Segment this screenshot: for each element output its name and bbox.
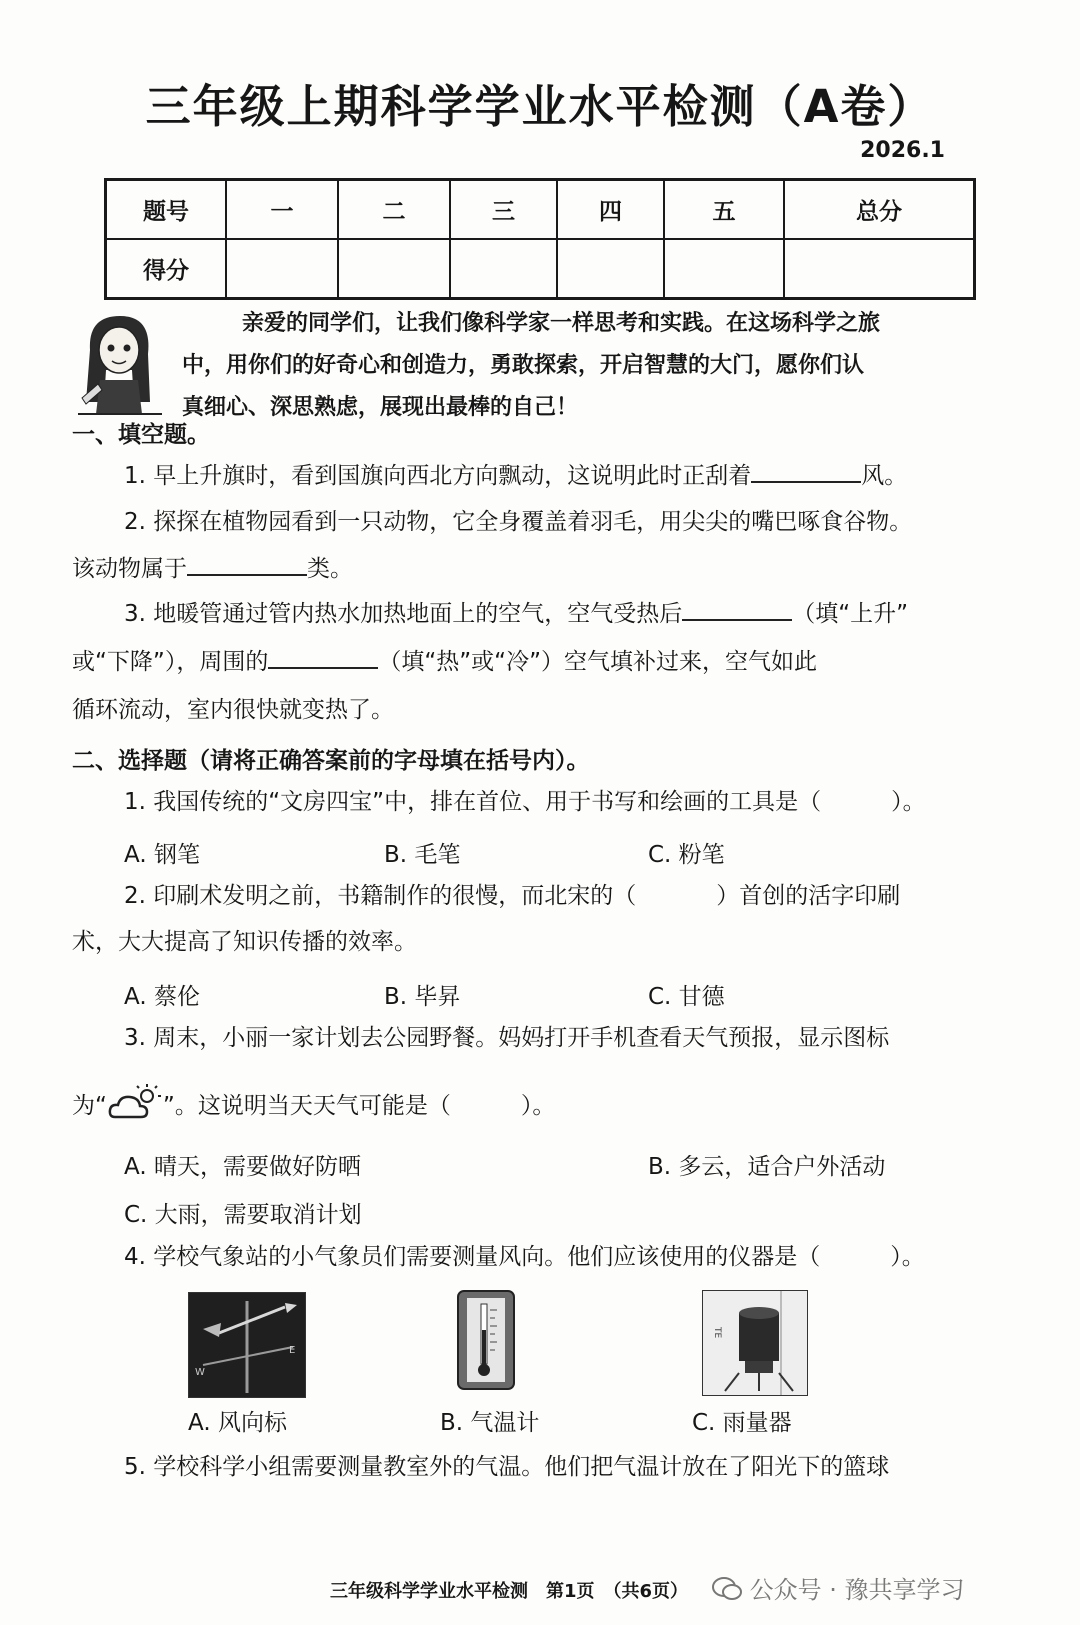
score-cell[interactable]: [450, 239, 557, 299]
intro-line: 真细心、深思熟虑，展现出最棒的自己！: [182, 394, 579, 420]
score-cell[interactable]: [338, 239, 450, 299]
thermometer-photo: [457, 1290, 515, 1390]
score-cell-total[interactable]: [784, 239, 975, 299]
section-heading-choice: 二、选择题（请将正确答案前的字母填在括号内）。: [72, 748, 590, 774]
question-2-1: 1. 我国传统的“文房四宝”中，排在首位、用于书写和绘画的工具是（ ）。: [124, 789, 926, 815]
score-header-1: 一: [226, 180, 338, 240]
score-header-2: 二: [338, 180, 450, 240]
answer-blank[interactable]: [268, 641, 378, 669]
option-c-rain-gauge[interactable]: C. 雨量器: [692, 1410, 792, 1436]
question-1-3-cont: 或“下降”），周围的 （填“热”或“冷”）空气填补过来，空气如此: [72, 638, 817, 686]
watermark-text: 公众号 · 豫共享学习: [749, 1576, 965, 1604]
option-c[interactable]: C. 粉笔: [648, 842, 725, 868]
intro-line: 中，用你们的好奇心和创造力，勇敢探索，开启智慧的大门，愿你们认: [182, 352, 865, 378]
watermark: [712, 1570, 965, 1605]
score-cell[interactable]: [664, 239, 784, 299]
exam-date: 2026.1: [860, 138, 945, 163]
question-2-2: 2. 印刷术发明之前，书籍制作的很慢，而北宋的（ ）首创的活字印刷: [124, 883, 901, 909]
answer-blank[interactable]: [187, 548, 307, 576]
score-header-4: 四: [557, 180, 664, 240]
score-table-header-row: [106, 180, 975, 240]
question-2-4: 4. 学校气象站的小气象员们需要测量风向。他们应该使用的仪器是（ ）。: [124, 1244, 925, 1270]
question-2-3-cont: 为“ ”。这说明当天天气可能是（ ）。: [72, 1080, 555, 1132]
girl-avatar-illustration: [72, 310, 164, 418]
rain-gauge-photo: [702, 1290, 808, 1396]
option-b-thermometer[interactable]: B. 气温计: [440, 1410, 540, 1436]
intro-line: 亲爱的同学们，让我们像科学家一样思考和实践。在这场科学之旅: [242, 310, 881, 336]
question-1-3: 3. 地暖管通过管内热水加热地面上的空气，空气受热后 （填“上升”: [124, 590, 908, 638]
question-1-2-cont: 该动物属于 类。: [72, 545, 353, 593]
score-row-label: 得分: [106, 239, 227, 299]
question-1-3-end: 循环流动，室内很快就变热了。: [72, 697, 394, 723]
score-cell[interactable]: [226, 239, 338, 299]
option-b[interactable]: B. 多云，适合户外活动: [648, 1154, 886, 1180]
wechat-icon: [712, 1576, 742, 1602]
option-b[interactable]: B. 毛笔: [384, 842, 461, 868]
question-2-5: 5. 学校科学小组需要测量教室外的气温。他们把气温计放在了阳光下的篮球: [124, 1454, 890, 1480]
question-1-2: 2. 探探在植物园看到一只动物，它全身覆盖着羽毛，用尖尖的嘴巴啄食谷物。: [124, 509, 913, 535]
question-1-1: 1. 早上升旗时，看到国旗向西北方向飘动，这说明此时正刮着 风。: [124, 452, 907, 500]
answer-blank[interactable]: [751, 455, 861, 483]
option-a[interactable]: A. 蔡伦: [124, 984, 200, 1010]
question-2-2-cont: 术，大大提高了知识传播的效率。: [72, 929, 417, 955]
score-header-3: 三: [450, 180, 557, 240]
partly-cloudy-weather-icon: [107, 1083, 163, 1123]
question-2-3: 3. 周末，小丽一家计划去公园野餐。妈妈打开手机查看天气预报，显示图标: [124, 1025, 890, 1051]
score-header-total: 总分: [784, 180, 975, 240]
svg-text:E: E: [289, 1345, 296, 1356]
svg-text:TE: TE: [712, 1327, 722, 1339]
section-heading-fill-blank: 一、填空题。: [72, 422, 210, 448]
score-table: [104, 178, 976, 300]
score-header-5: 五: [664, 180, 784, 240]
page-title: 三年级上期科学学业水平检测（A卷）: [145, 80, 935, 133]
score-header-label: 题号: [106, 180, 227, 240]
option-c[interactable]: C. 大雨，需要取消计划: [124, 1202, 362, 1228]
wind-vane-photo: [188, 1292, 306, 1398]
option-b[interactable]: B. 毕昇: [384, 984, 461, 1010]
score-table-score-row: [106, 239, 975, 299]
intro-paragraph: [182, 302, 1002, 428]
option-a[interactable]: A. 钢笔: [124, 842, 200, 868]
option-a-wind-vane[interactable]: A. 风向标: [188, 1410, 287, 1436]
answer-blank[interactable]: [682, 593, 792, 621]
page-footer: 三年级科学学业水平检测 第1页 （共6页）: [330, 1581, 689, 1602]
score-cell[interactable]: [557, 239, 664, 299]
option-a[interactable]: A. 晴天，需要做好防晒: [124, 1154, 361, 1180]
svg-text:W: W: [195, 1367, 205, 1378]
option-c[interactable]: C. 甘德: [648, 984, 725, 1010]
